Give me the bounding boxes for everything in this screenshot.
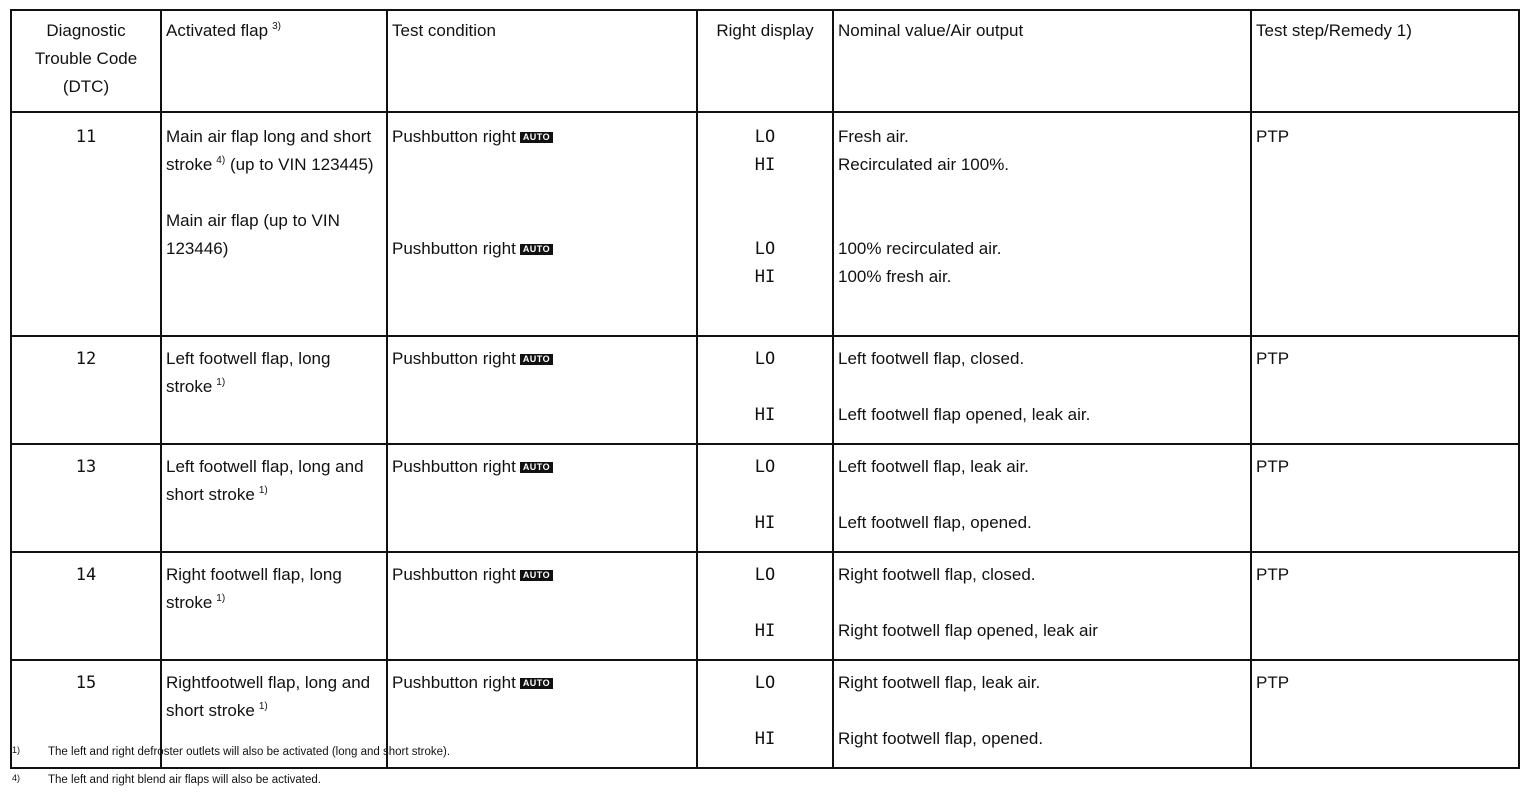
test-step: PTP (1251, 552, 1519, 660)
auto-button-icon: AUTO (520, 678, 553, 689)
test-condition: Pushbutton right AUTO (387, 660, 697, 768)
auto-button-icon: AUTO (520, 244, 553, 255)
dtc-code: 13 (11, 444, 161, 552)
header-nominal-value: Nominal value/Air output (833, 10, 1251, 112)
table-header-row (11, 10, 1519, 112)
auto-button-icon: AUTO (520, 462, 553, 473)
test-step: PTP (1251, 444, 1519, 552)
nominal-value: Left footwell flap, leak air. Left footwell flap, opened. (833, 444, 1251, 552)
test-step: PTP (1251, 112, 1519, 336)
footnote: 1) The left and right defroster outlets will also be activated (long and short stroke). (12, 745, 451, 758)
test-condition: Pushbutton right AUTO Pushbutton right AUTO (387, 112, 697, 336)
header-right-display: Right display (697, 10, 833, 112)
nominal-value: Right footwell flap, leak air. Right footwell flap, opened. (833, 660, 1251, 768)
test-step: PTP (1251, 336, 1519, 444)
right-display: LO HI (697, 660, 833, 768)
table-row (11, 336, 1519, 444)
auto-button-icon: AUTO (520, 570, 553, 581)
auto-button-icon: AUTO (520, 354, 553, 365)
test-condition: Pushbutton right AUTO (387, 552, 697, 660)
activated-flap: Left footwell flap, long stroke $^{1)}$ (161, 336, 387, 444)
nominal-value: Fresh air. Recirculated air 100%. 100% recirculated air. 100% fresh air. (833, 112, 1251, 336)
activated-flap: Main air flap long and short stroke $^{4)}$ (up to VIN 123445) Main air flap (up to VIN 123446) (161, 112, 387, 336)
table-row (11, 552, 1519, 660)
header-dtc: Diagnostic Trouble Code (DTC) (11, 10, 161, 112)
activated-flap: Rightfootwell flap, long and short stroke $^{1)}$ (161, 660, 387, 768)
nominal-value: Right footwell flap, closed. Right footwell flap opened, leak air (833, 552, 1251, 660)
footnotes (12, 737, 450, 793)
footnote: 4) The left and right blend air flaps will also be activated. (12, 773, 321, 786)
test-step: PTP (1251, 660, 1519, 768)
right-display: LO HI LO HI (697, 112, 833, 336)
dtc-code: 15 (11, 660, 161, 768)
test-condition: Pushbutton right AUTO (387, 336, 697, 444)
right-display: LO HI (697, 336, 833, 444)
activated-flap: Right footwell flap, long stroke $^{1)}$ (161, 552, 387, 660)
nominal-value: Left footwell flap, closed. Left footwell flap opened, leak air. (833, 336, 1251, 444)
right-display: LO HI (697, 552, 833, 660)
dtc-code: 14 (11, 552, 161, 660)
table-row (11, 112, 1519, 336)
dtc-code: 12 (11, 336, 161, 444)
dtc-table (10, 9, 1520, 769)
header-activated-flap: Activated flap $^{3)}$ (161, 10, 387, 112)
table-row (11, 444, 1519, 552)
dtc-code: 11 (11, 112, 161, 336)
test-condition: Pushbutton right AUTO (387, 444, 697, 552)
right-display: LO HI (697, 444, 833, 552)
auto-button-icon: AUTO (520, 132, 553, 143)
header-test-step: Test step/Remedy 1) (1251, 10, 1519, 112)
activated-flap: Left footwell flap, long and short stroke $^{1)}$ (161, 444, 387, 552)
header-test-condition: Test condition (387, 10, 697, 112)
